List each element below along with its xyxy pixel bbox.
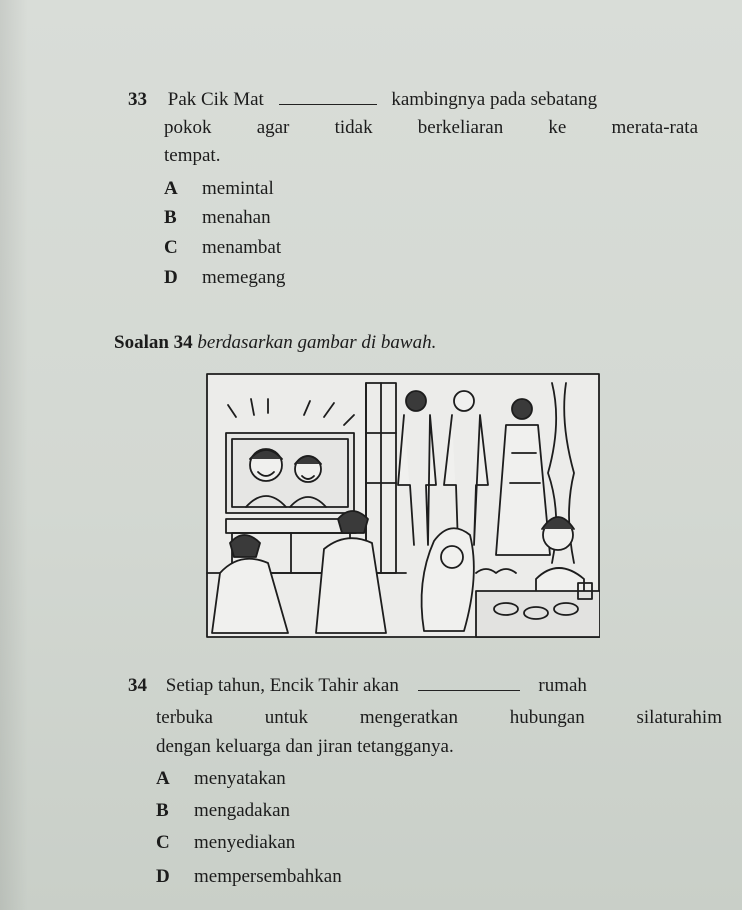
option-letter: D [156,866,170,887]
option-letter: C [156,832,170,853]
option-text: memegang [202,267,286,288]
question-text: rumah [538,675,587,696]
option-text: mengadakan [194,800,291,821]
question-text: Setiap tahun, Encik Tahir akan [165,675,399,696]
section-heading-34 [114,332,436,354]
option-letter: A [164,178,178,199]
question-33-line2: pokok agar tidak berkeliaran ke merata-rata [164,117,698,138]
section-heading-italic: berdasarkan gambar di bawah. [197,332,437,353]
option-34-a[interactable] [156,766,286,792]
option-33-b[interactable] [164,205,271,231]
option-letter: A [156,768,170,789]
option-34-b[interactable] [156,798,290,824]
answer-blank [418,690,520,691]
option-text: mempersembahkan [194,866,342,887]
question-number: 33 [128,89,147,110]
open-house-illustration [206,373,600,638]
option-34-c[interactable] [156,830,295,856]
option-text: menambat [202,237,282,258]
option-text: menyediakan [194,832,296,853]
answer-blank [279,104,377,105]
question-34-line2: terbuka untuk mengeratkan hubungan silaturahim [156,707,722,728]
option-letter: C [164,237,178,258]
question-text: Pak Cik Mat [167,89,264,110]
question-34-line3: dengan keluarga dan jiran tetangganya. [156,736,454,757]
question-33-line3: tempat. [164,145,221,166]
option-33-c[interactable] [164,235,281,261]
question-number: 34 [128,675,147,696]
option-text: menyatakan [194,768,286,789]
section-heading-bold: Soalan 34 [114,332,193,353]
question-34 [128,672,718,699]
page-edge-shadow [0,0,28,910]
option-text: memintal [202,178,274,199]
option-33-a[interactable] [164,176,274,202]
option-34-d[interactable] [156,864,342,890]
question-text: kambingnya pada sebatang [391,89,598,110]
option-text: menahan [202,207,271,228]
option-letter: B [164,207,177,228]
option-33-d[interactable] [164,265,285,291]
question-33 [128,86,708,113]
option-letter: D [164,267,178,288]
option-letter: B [156,800,169,821]
